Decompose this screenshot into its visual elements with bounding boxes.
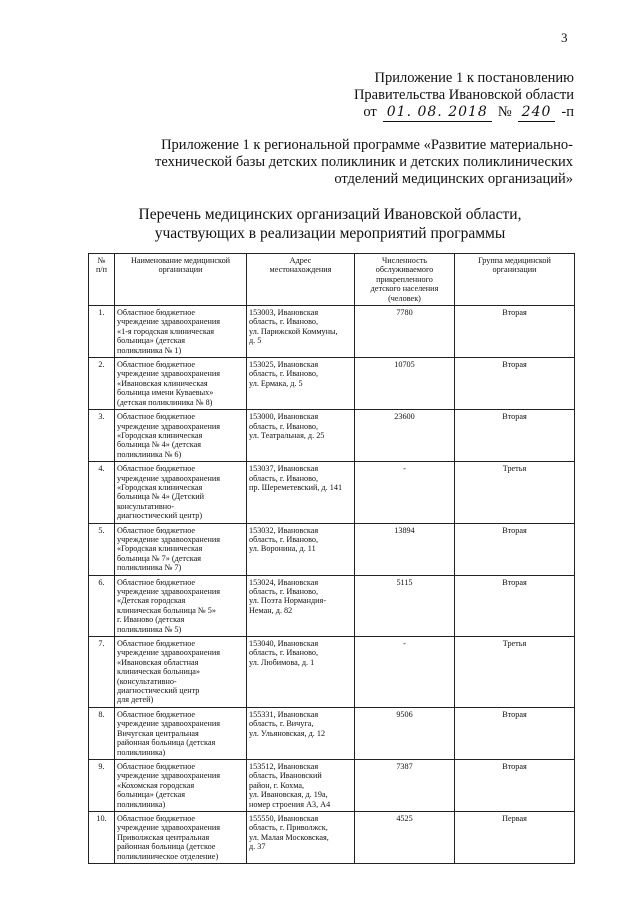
table-row [89, 358, 575, 410]
cell-group: Вторая [455, 410, 575, 462]
cell-group: Вторая [455, 358, 575, 410]
cell-count: 9506 [355, 707, 455, 759]
header-address: Адрес местонахождения [247, 254, 355, 306]
decree-date: 01. 08. 2018 [383, 104, 492, 122]
cell-name: Областное бюджетное учреждение здравоохранения «Городская клиническая больница № 4» (детская поликлиника № 6) [115, 410, 247, 462]
cell-name: Областное бюджетное учреждение здравоохранения Вичугская центральная районная больница (детская поликлиника) [115, 707, 247, 759]
cell-count: 7387 [355, 759, 455, 811]
cell-name: Областное бюджетное учреждение здравоохранения «Городская клиническая больница № 4» (Детский консультативно- диагностический центр) [115, 462, 247, 523]
cell-count: 4525 [355, 811, 455, 863]
cell-name: Областное бюджетное учреждение здравоохранения «Кохомская городская больница» (детская поликлиника) [115, 759, 247, 811]
cell-num: 9. [89, 759, 115, 811]
cell-address: 155550, Ивановская область, г. Приволжск, ул. Малая Московская, д. 37 [247, 811, 355, 863]
cell-address: 153040, Ивановская область, г. Иваново, ул. Любимова, д. 1 [247, 637, 355, 708]
appendix-header [254, 70, 574, 122]
decree-suffix: -п [561, 104, 574, 120]
cell-address: 153024, Ивановская область, г. Иваново, ул. Поэта Нормандия- Неман, д. 82 [247, 575, 355, 636]
cell-address: 153512, Ивановская область, Ивановский район, г. Кохма, ул. Ивановская, д. 19а, номер строения А3, А4 [247, 759, 355, 811]
program-title: Приложение 1 к региональной программе «Развитие материально-технической базы детских поликлиник и детских поликлинических отделений медицинских организаций» [155, 137, 573, 187]
decree-line [254, 104, 574, 122]
cell-address: 153003, Ивановская область, г. Иваново, ул. Парижской Коммуны, д. 5 [247, 306, 355, 358]
table-row [89, 707, 575, 759]
cell-name: Областное бюджетное учреждение здравоохранения «1-я городская клиническая больница» (детская поликлиника № 1) [115, 306, 247, 358]
from-label: от [363, 104, 377, 120]
cell-address: 153037, Ивановская область, г. Иваново, пр. Шереметевский, д. 141 [247, 462, 355, 523]
cell-name: Областное бюджетное учреждение здравоохранения «Городская клиническая больница № 7» (детская поликлиника № 7) [115, 523, 247, 575]
cell-group: Вторая [455, 707, 575, 759]
appendix-line-2: Правительства Ивановской области [353, 87, 574, 103]
cell-group: Вторая [455, 575, 575, 636]
cell-count: 13894 [355, 523, 455, 575]
cell-name: Областное бюджетное учреждение здравоохранения Приволжская центральная районная больница (детское поликлиническое отделение) [115, 811, 247, 863]
cell-name: Областное бюджетное учреждение здравоохранения «Детская городская клиническая больница № 5» г. Иваново (детская поликлиника № 5) [115, 575, 247, 636]
table-row [89, 637, 575, 708]
header-group: Группа медицинской организации [455, 254, 575, 306]
list-title: Перечень медицинских организаций Ивановской области, участвующих в реализации мероприятий программы [138, 206, 522, 242]
cell-num: 6. [89, 575, 115, 636]
cell-address: 153025, Ивановская область, г. Иваново, ул. Ермака, д. 5 [247, 358, 355, 410]
cell-group: Третья [455, 637, 575, 708]
page-number: 3 [561, 30, 568, 45]
table-row [89, 811, 575, 863]
table-row [89, 575, 575, 636]
cell-name: Областное бюджетное учреждение здравоохранения «Ивановская областная клиническая больница» (консультативно- диагностический центр для детей) [115, 637, 247, 708]
number-label: № [497, 104, 512, 120]
cell-num: 5. [89, 523, 115, 575]
cell-address: 155331, Ивановская область, г. Вичуга, ул. Ульяновская, д. 12 [247, 707, 355, 759]
cell-group: Первая [455, 811, 575, 863]
cell-num: 10. [89, 811, 115, 863]
cell-count: 10705 [355, 358, 455, 410]
cell-group: Вторая [455, 759, 575, 811]
table-row [89, 410, 575, 462]
cell-count: 23600 [355, 410, 455, 462]
appendix-line-1: Приложение 1 к постановлению [374, 70, 574, 86]
cell-num: 4. [89, 462, 115, 523]
header-num: № п/п [89, 254, 115, 306]
cell-group: Третья [455, 462, 575, 523]
cell-group: Вторая [455, 306, 575, 358]
cell-num: 3. [89, 410, 115, 462]
cell-address: 153032, Ивановская область, г. Иваново, ул. Воронина, д. 11 [247, 523, 355, 575]
cell-num: 2. [89, 358, 115, 410]
cell-num: 1. [89, 306, 115, 358]
cell-count: - [355, 462, 455, 523]
cell-group: Вторая [455, 523, 575, 575]
cell-name: Областное бюджетное учреждение здравоохранения «Ивановская клиническая больница имени Куваевых» (детская поликлиника № 8) [115, 358, 247, 410]
cell-address: 153000, Ивановская область, г. Иваново, ул. Театральная, д. 25 [247, 410, 355, 462]
table-row [89, 306, 575, 358]
cell-num: 8. [89, 707, 115, 759]
cell-count: - [355, 637, 455, 708]
table-header-row [89, 254, 575, 306]
table-row [89, 462, 575, 523]
cell-num: 7. [89, 637, 115, 708]
cell-count: 7780 [355, 306, 455, 358]
organizations-table [88, 253, 575, 864]
header-name: Наименование медицинской организации [115, 254, 247, 306]
table-row [89, 523, 575, 575]
cell-count: 5115 [355, 575, 455, 636]
table-row [89, 759, 575, 811]
decree-number: 240 [518, 104, 556, 122]
header-count: Численность обслуживаемого прикрепленного детского населения (человек) [355, 254, 455, 306]
